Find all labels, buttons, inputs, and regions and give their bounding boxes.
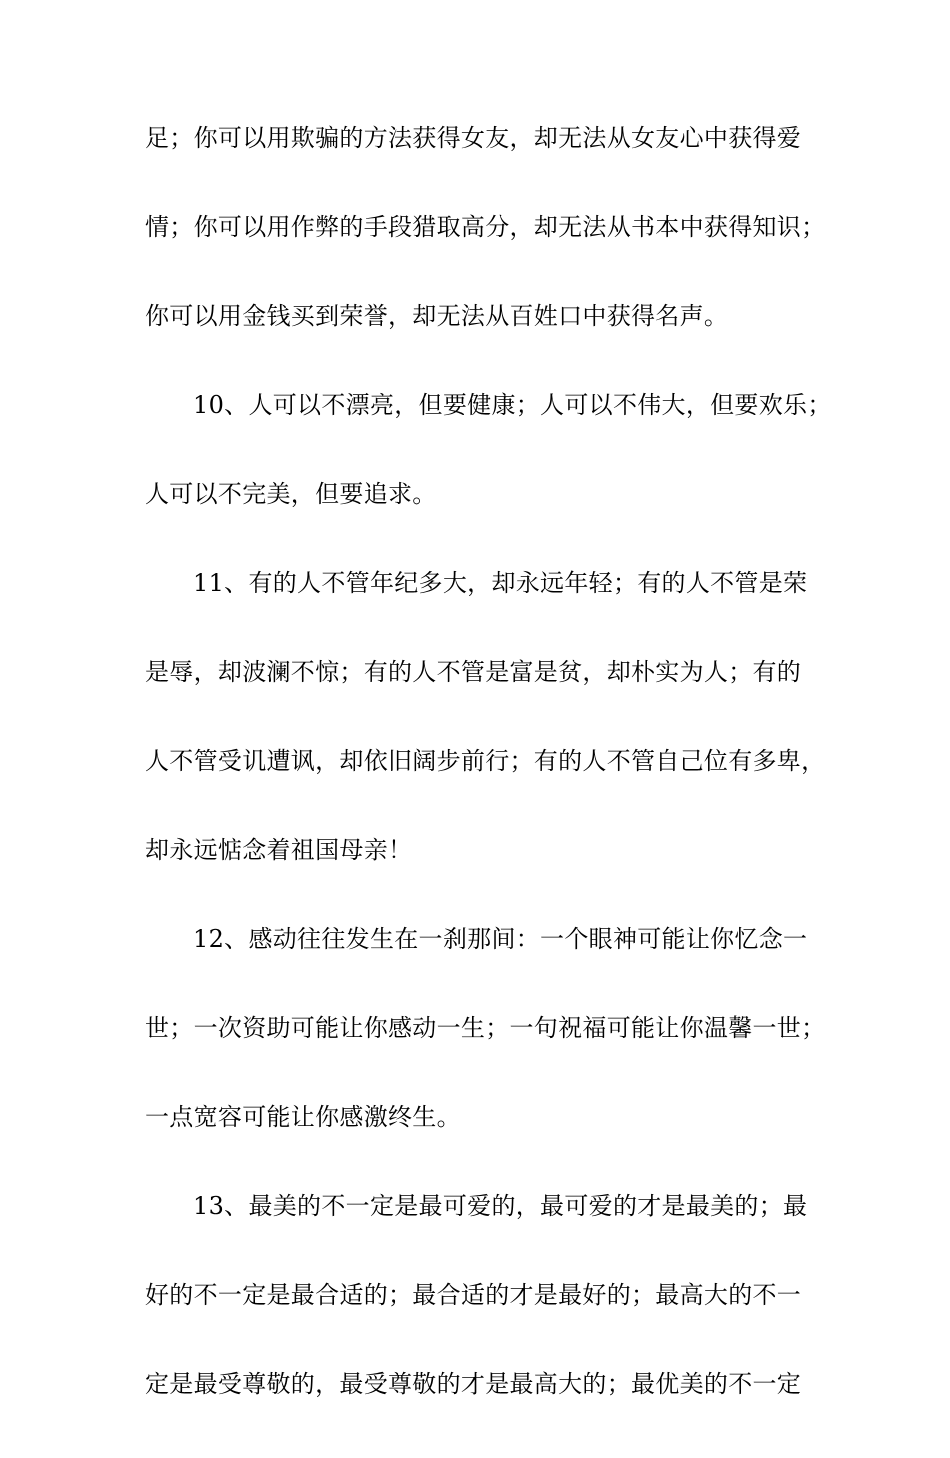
text-line: 10、人可以不漂亮，但要健康；人可以不伟大，但要欢乐； bbox=[193, 391, 832, 419]
text-line: 情；你可以用作弊的手段猎取高分，却无法从书本中获得知识； bbox=[145, 213, 826, 241]
text-line: 人不管受讥遭讽，却依旧阔步前行；有的人不管自己位有多卑， bbox=[145, 747, 826, 775]
text-line: 一点宽容可能让你感激终生。 bbox=[145, 1103, 461, 1131]
text-line: 11、有的人不管年纪多大，却永远年轻；有的人不管是荣 bbox=[193, 569, 808, 597]
text-line: 人可以不完美，但要追求。 bbox=[145, 480, 437, 508]
text-line: 定是最受尊敬的，最受尊敬的才是最高大的；最优美的不一定 bbox=[145, 1370, 802, 1398]
paragraph-11 bbox=[145, 568, 825, 865]
paragraph-13 bbox=[145, 1191, 825, 1399]
text-line: 却永远惦念着祖国母亲！ bbox=[145, 836, 413, 864]
text-line: 足；你可以用欺骗的方法获得女友，却无法从女友心中获得爱 bbox=[145, 124, 802, 152]
text-line: 世；一次资助可能让你感动一生；一句祝福可能让你温馨一世； bbox=[145, 1014, 826, 1042]
paragraph-12 bbox=[145, 924, 825, 1132]
paragraph-10 bbox=[145, 390, 832, 509]
text-line: 你可以用金钱买到荣誉，却无法从百姓口中获得名声。 bbox=[145, 302, 729, 330]
text-line: 13、最美的不一定是最可爱的，最可爱的才是最美的；最 bbox=[193, 1192, 808, 1220]
text-line: 是辱，却波澜不惊；有的人不管是富是贫，却朴实为人；有的 bbox=[145, 658, 802, 686]
paragraph-continuation bbox=[145, 123, 825, 331]
text-line: 好的不一定是最合适的；最合适的才是最好的；最高大的不一 bbox=[145, 1281, 802, 1309]
text-line: 12、感动往往发生在一刹那间：一个眼神可能让你忆念一 bbox=[193, 925, 808, 953]
document-body bbox=[145, 123, 832, 1458]
